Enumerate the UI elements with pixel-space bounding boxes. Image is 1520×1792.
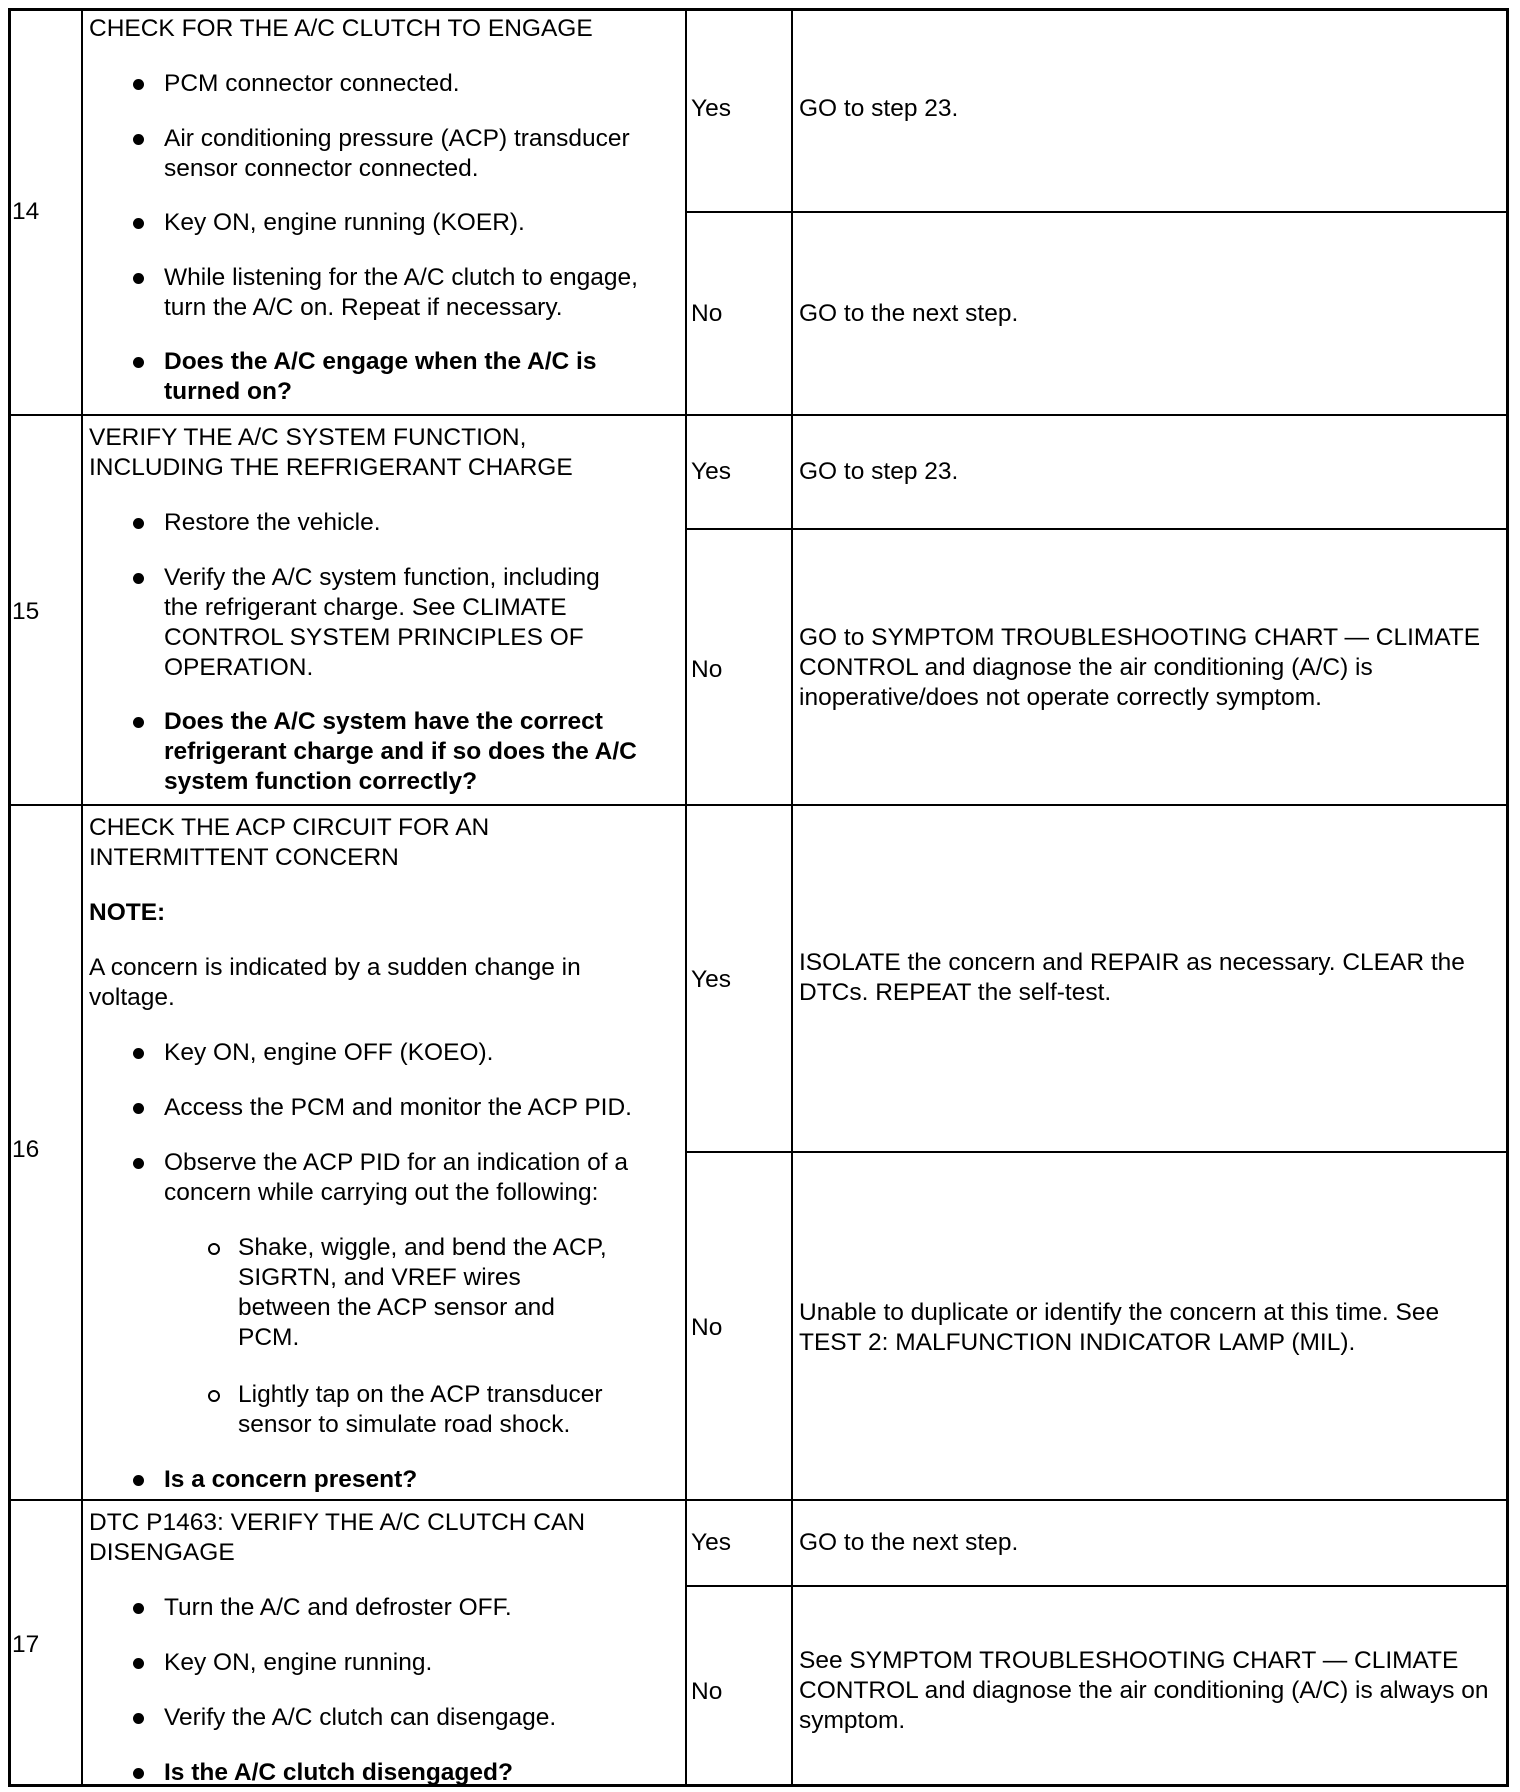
bullet-icon xyxy=(133,1475,144,1486)
note-text: A concern is indicated by a sudden change in xyxy=(89,954,581,981)
step-number: 14 xyxy=(12,198,40,225)
no-action: CONTROL and diagnose the air conditioning (A/C) is xyxy=(799,654,1373,681)
bullet-text: the refrigerant charge. See CLIMATE xyxy=(164,594,567,621)
bullet-icon xyxy=(133,717,144,728)
bullet-icon xyxy=(133,79,144,90)
yes-no-divider xyxy=(685,528,1509,530)
yes-action: GO to step 23. xyxy=(799,458,959,485)
bullet-text: Air conditioning pressure (ACP) transducer xyxy=(164,125,630,152)
bullet-icon xyxy=(133,1603,144,1614)
bullet-text: Key ON, engine OFF (KOEO). xyxy=(164,1039,494,1066)
bullet-icon xyxy=(133,1048,144,1059)
column-divider-action xyxy=(685,8,687,1787)
bullet-icon xyxy=(133,518,144,529)
bullet-text: Verify the A/C clutch can disengage. xyxy=(164,1704,557,1731)
bullet-icon xyxy=(133,1768,144,1779)
bullet-text: Key ON, engine running (KOER). xyxy=(164,209,525,236)
bullet-text: Verify the A/C system function, including xyxy=(164,564,600,591)
question-text: Does the A/C engage when the A/C is xyxy=(164,348,597,375)
row-divider xyxy=(8,1499,1509,1501)
bullet-text: turn the A/C on. Repeat if necessary. xyxy=(164,294,563,321)
no-action: See SYMPTOM TROUBLESHOOTING CHART — CLIMATE xyxy=(799,1647,1459,1674)
no-action: CONTROL and diagnose the air conditioning (A/C) is always on xyxy=(799,1677,1489,1704)
bullet-text: Access the PCM and monitor the ACP PID. xyxy=(164,1094,632,1121)
step-title: DTC P1463: VERIFY THE A/C CLUTCH CAN xyxy=(89,1509,586,1536)
bullet-text: Key ON, engine running. xyxy=(164,1649,433,1676)
sub-bullet-icon xyxy=(208,1243,220,1255)
question-text: Is a concern present? xyxy=(164,1466,418,1493)
bullet-text: Restore the vehicle. xyxy=(164,509,381,536)
no-label: No xyxy=(691,1678,723,1705)
yes-action: DTCs. REPEAT the self-test. xyxy=(799,979,1112,1006)
step-number: 16 xyxy=(12,1136,40,1163)
step-title: CHECK FOR THE A/C CLUTCH TO ENGAGE xyxy=(89,15,593,42)
yes-label: Yes xyxy=(691,1529,731,1556)
yes-label: Yes xyxy=(691,458,731,485)
bullet-text: CONTROL SYSTEM PRINCIPLES OF xyxy=(164,624,584,651)
step-title: CHECK THE ACP CIRCUIT FOR AN xyxy=(89,814,490,841)
column-divider-step xyxy=(81,8,83,1787)
bullet-icon xyxy=(133,1103,144,1114)
bullet-icon xyxy=(133,1713,144,1724)
yes-action: GO to step 23. xyxy=(799,95,959,122)
bullet-icon xyxy=(133,573,144,584)
bullet-text: concern while carrying out the following: xyxy=(164,1179,599,1206)
sub-bullet-text: PCM. xyxy=(238,1324,300,1351)
sub-bullet-icon xyxy=(208,1390,220,1402)
step-number: 17 xyxy=(12,1631,40,1658)
step-number: 15 xyxy=(12,598,40,625)
step-title: INCLUDING THE REFRIGERANT CHARGE xyxy=(89,454,573,481)
question-text: Does the A/C system have the correct xyxy=(164,708,603,735)
step-title: INTERMITTENT CONCERN xyxy=(89,844,399,871)
no-label: No xyxy=(691,1314,723,1341)
sub-bullet-text: Lightly tap on the ACP transducer xyxy=(238,1381,603,1408)
no-action: GO to the next step. xyxy=(799,300,1019,327)
no-action: inoperative/does not operate correctly symptom. xyxy=(799,684,1322,711)
no-label: No xyxy=(691,300,723,327)
question-text: refrigerant charge and if so does the A/C xyxy=(164,738,637,765)
question-text: turned on? xyxy=(164,378,292,405)
step-title: VERIFY THE A/C SYSTEM FUNCTION, xyxy=(89,424,527,451)
sub-bullet-text: SIGRTN, and VREF wires xyxy=(238,1264,521,1291)
bullet-icon xyxy=(133,1158,144,1169)
sub-bullet-text: between the ACP sensor and xyxy=(238,1294,555,1321)
no-action: GO to SYMPTOM TROUBLESHOOTING CHART — CLIMATE xyxy=(799,624,1481,651)
question-text: Is the A/C clutch disengaged? xyxy=(164,1759,513,1786)
no-action: TEST 2: MALFUNCTION INDICATOR LAMP (MIL). xyxy=(799,1329,1356,1356)
column-divider-result xyxy=(791,8,793,1787)
yes-action: GO to the next step. xyxy=(799,1529,1019,1556)
yes-action: ISOLATE the concern and REPAIR as necessary. CLEAR the xyxy=(799,949,1465,976)
bullet-text: PCM connector connected. xyxy=(164,70,460,97)
row-divider xyxy=(8,414,1509,416)
sub-bullet-text: Shake, wiggle, and bend the ACP, xyxy=(238,1234,607,1261)
bullet-text: OPERATION. xyxy=(164,654,314,681)
no-action: symptom. xyxy=(799,1707,906,1734)
no-action: Unable to duplicate or identify the concern at this time. See xyxy=(799,1299,1440,1326)
bullet-icon xyxy=(133,218,144,229)
yes-no-divider xyxy=(685,211,1509,213)
sub-bullet-text: sensor to simulate road shock. xyxy=(238,1411,571,1438)
bullet-text: sensor connector connected. xyxy=(164,155,479,182)
yes-label: Yes xyxy=(691,966,731,993)
yes-no-divider xyxy=(685,1151,1509,1153)
yes-label: Yes xyxy=(691,95,731,122)
no-label: No xyxy=(691,656,723,683)
question-text: system function correctly? xyxy=(164,768,478,795)
row-divider xyxy=(8,804,1509,806)
note-label: NOTE: xyxy=(89,899,166,926)
step-title: DISENGAGE xyxy=(89,1539,235,1566)
bullet-icon xyxy=(133,134,144,145)
note-text: voltage. xyxy=(89,984,175,1011)
bullet-icon xyxy=(133,1658,144,1669)
bullet-text: While listening for the A/C clutch to engage, xyxy=(164,264,638,291)
bullet-text: Observe the ACP PID for an indication of a xyxy=(164,1149,628,1176)
bullet-icon xyxy=(133,357,144,368)
yes-no-divider xyxy=(685,1585,1509,1587)
bullet-icon xyxy=(133,273,144,284)
bullet-text: Turn the A/C and defroster OFF. xyxy=(164,1594,512,1621)
